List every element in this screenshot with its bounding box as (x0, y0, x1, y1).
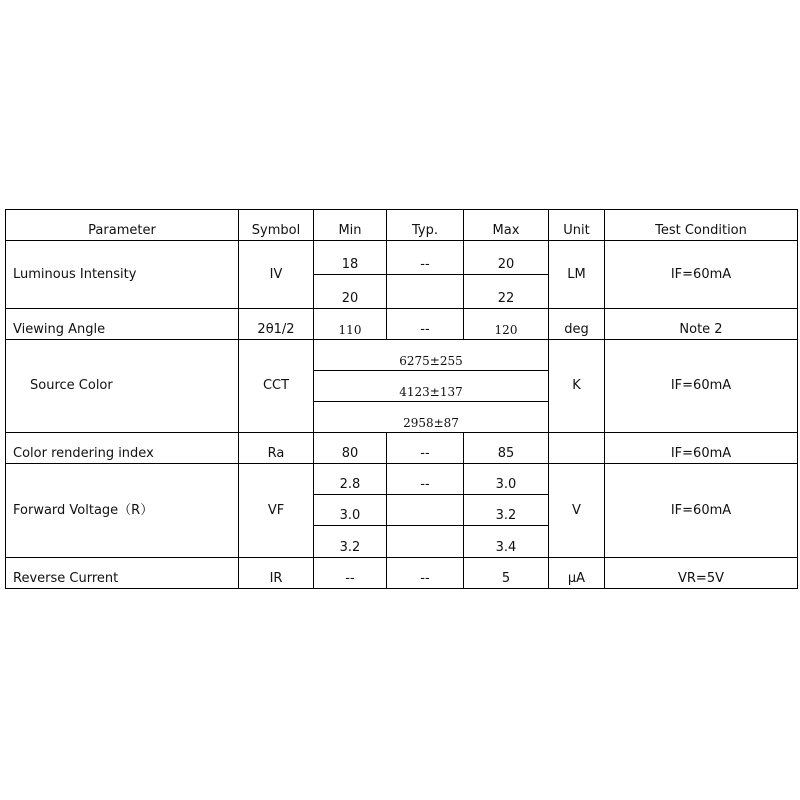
header-row (6, 210, 798, 241)
forward-voltage-typ-1: -- (387, 464, 464, 495)
forward-voltage-symbol: VF (239, 464, 314, 558)
spec-table (5, 209, 798, 589)
cri-parameter: Color rendering index (6, 433, 239, 464)
viewing-parameter: Viewing Angle (6, 309, 239, 340)
viewing-typ: -- (387, 309, 464, 340)
forward-voltage-min-3: 3.2 (314, 526, 387, 558)
forward-voltage-typ-3 (387, 526, 464, 558)
luminous-max-1: 20 (464, 241, 549, 275)
forward-voltage-max-3: 3.4 (464, 526, 549, 558)
header-symbol: Symbol (239, 210, 314, 241)
forward-voltage-max-2: 3.2 (464, 495, 549, 526)
luminous-min-2: 20 (314, 275, 387, 309)
reverse-current-max: 5 (464, 558, 549, 589)
source-color-unit: K (549, 340, 605, 433)
header-max: Max (464, 210, 549, 241)
table-row (6, 558, 798, 589)
cct-value-3: 2958±87 (314, 402, 549, 433)
source-color-parameter: Source Color (6, 340, 239, 433)
table-row (6, 464, 798, 495)
luminous-symbol: IV (239, 241, 314, 309)
table-row (6, 309, 798, 340)
forward-voltage-condition: IF=60mA (605, 464, 798, 558)
cri-unit (549, 433, 605, 464)
source-color-condition: IF=60mA (605, 340, 798, 433)
luminous-unit: LM (549, 241, 605, 309)
luminous-typ-2 (387, 275, 464, 309)
reverse-current-min: -- (314, 558, 387, 589)
forward-voltage-min-2: 3.0 (314, 495, 387, 526)
cri-min: 80 (314, 433, 387, 464)
cri-condition: IF=60mA (605, 433, 798, 464)
luminous-typ-1: -- (387, 241, 464, 275)
luminous-parameter: Luminous Intensity (6, 241, 239, 309)
viewing-condition: Note 2 (605, 309, 798, 340)
table-row (6, 241, 798, 275)
cct-value-2: 4123±137 (314, 371, 549, 402)
reverse-current-symbol: IR (239, 558, 314, 589)
cri-typ: -- (387, 433, 464, 464)
header-parameter: Parameter (6, 210, 239, 241)
table-row (6, 433, 798, 464)
viewing-max: 120 (464, 309, 549, 340)
reverse-current-typ: -- (387, 558, 464, 589)
reverse-current-unit: μA (549, 558, 605, 589)
viewing-unit: deg (549, 309, 605, 340)
header-unit: Unit (549, 210, 605, 241)
cct-value-1: 6275±255 (314, 340, 549, 371)
header-min: Min (314, 210, 387, 241)
cri-symbol: Ra (239, 433, 314, 464)
table-row (6, 340, 798, 371)
header-typ: Typ. (387, 210, 464, 241)
luminous-max-2: 22 (464, 275, 549, 309)
reverse-current-parameter: Reverse Current (6, 558, 239, 589)
source-color-symbol: CCT (239, 340, 314, 433)
reverse-current-condition: VR=5V (605, 558, 798, 589)
forward-voltage-max-1: 3.0 (464, 464, 549, 495)
luminous-condition: IF=60mA (605, 241, 798, 309)
forward-voltage-parameter: Forward Voltage（R） (6, 464, 239, 558)
forward-voltage-typ-2 (387, 495, 464, 526)
luminous-min-1: 18 (314, 241, 387, 275)
viewing-min: 110 (314, 309, 387, 340)
forward-voltage-min-1: 2.8 (314, 464, 387, 495)
cri-max: 85 (464, 433, 549, 464)
viewing-symbol: 2θ1/2 (239, 309, 314, 340)
header-test-condition: Test Condition (605, 210, 798, 241)
forward-voltage-unit: V (549, 464, 605, 558)
